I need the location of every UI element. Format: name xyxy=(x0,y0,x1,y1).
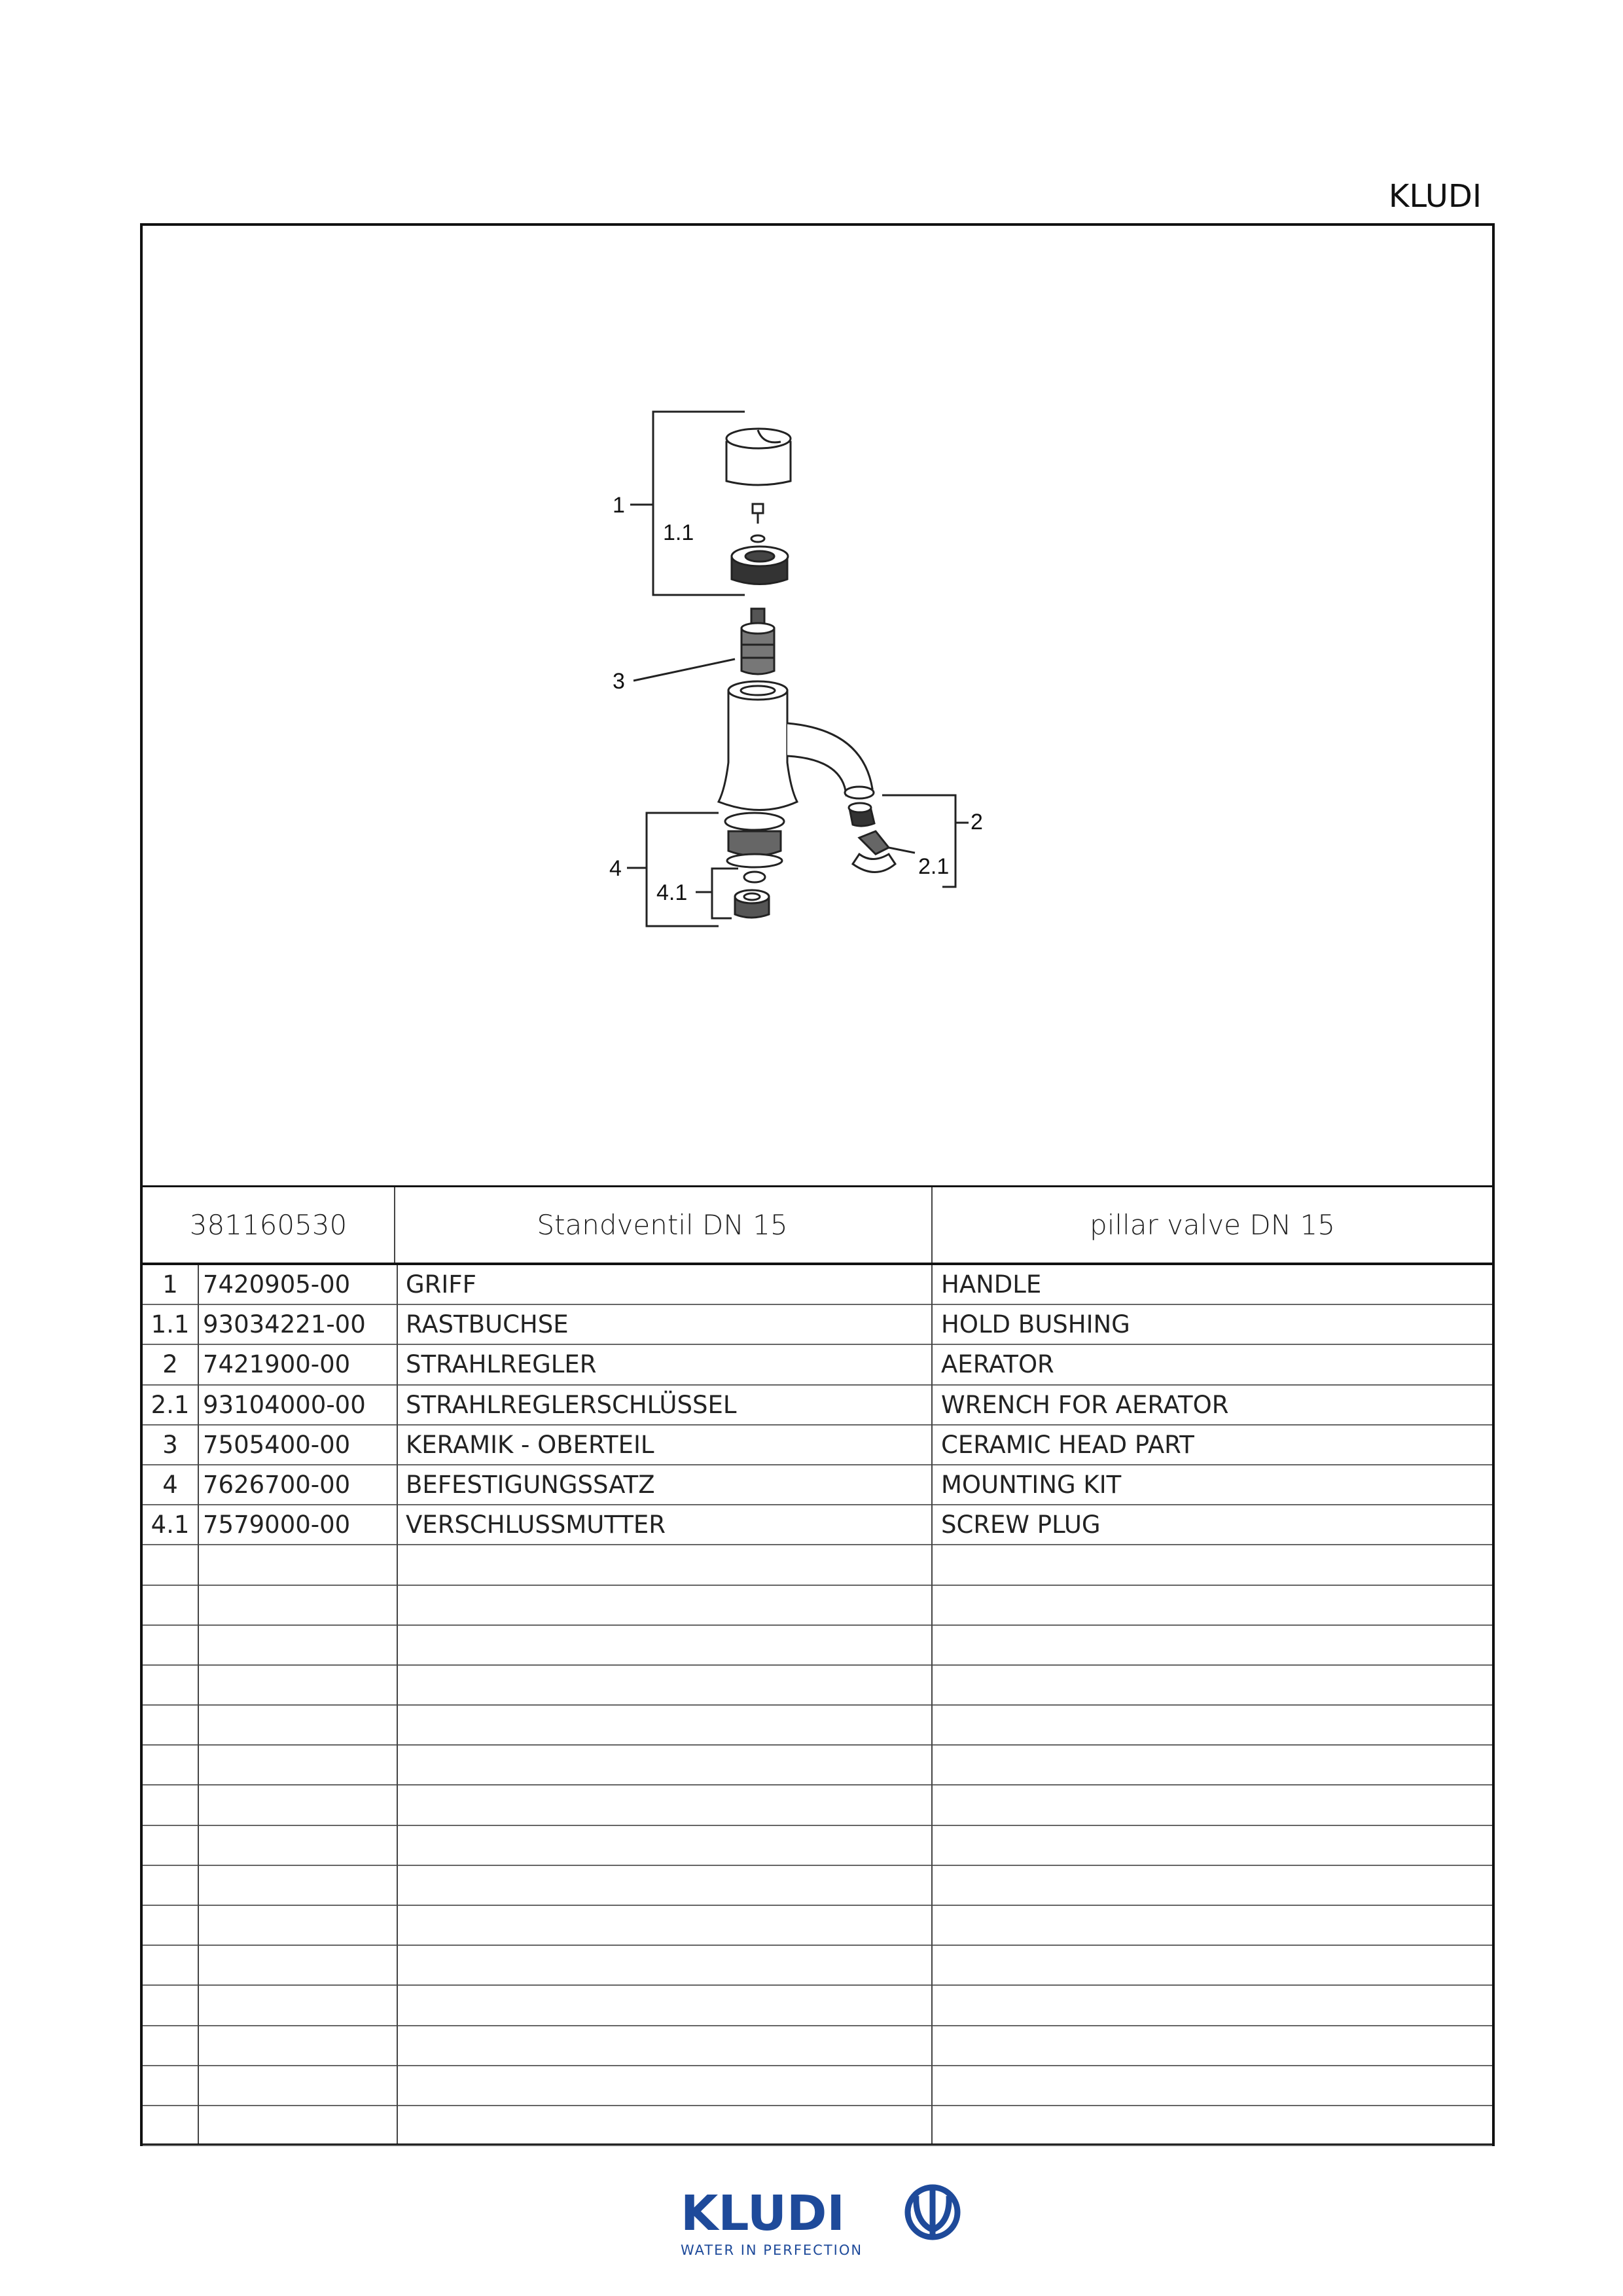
part-name-en xyxy=(941,1706,1484,1744)
part-number: 93104000-00 xyxy=(203,1390,366,1419)
part-name-de xyxy=(406,1586,929,1624)
part-position xyxy=(143,1586,198,1624)
callout-1: 1 xyxy=(613,493,625,518)
part-position xyxy=(143,1946,198,1984)
parts-table-row xyxy=(143,2106,1492,2146)
part-name-en xyxy=(941,1666,1484,1704)
parts-table-row xyxy=(143,1465,1492,1505)
part-position xyxy=(143,2106,198,2145)
parts-table-row xyxy=(143,1706,1492,1746)
callout-4: 4 xyxy=(609,856,622,881)
part-name-de xyxy=(406,1906,929,1945)
parts-table-row xyxy=(143,1265,1492,1305)
brand-name-top: KLUDI xyxy=(1388,178,1482,215)
exploded-view-diagram xyxy=(143,226,1492,1185)
part-position: 3 xyxy=(162,1430,178,1459)
ceramic-head-part xyxy=(741,609,774,674)
part-name-en xyxy=(941,1586,1484,1624)
handle-part xyxy=(726,429,791,485)
part-name-en xyxy=(941,2026,1484,2065)
parts-table-row xyxy=(143,1626,1492,1666)
part-name-de: BEFESTIGUNGSSATZ xyxy=(406,1470,655,1499)
part-number xyxy=(203,2066,393,2105)
parts-table-row xyxy=(143,1785,1492,1825)
part-name-en xyxy=(941,1545,1484,1584)
part-name-en: WRENCH FOR AERATOR xyxy=(941,1390,1229,1419)
valve-body xyxy=(719,681,874,810)
part-number: 93034221-00 xyxy=(203,1310,366,1339)
part-position: 4.1 xyxy=(151,1511,190,1539)
parts-sheet-frame xyxy=(140,223,1495,2146)
part-number xyxy=(203,1826,393,1865)
part-name-en xyxy=(941,1826,1484,1865)
parts-table-row xyxy=(143,1746,1492,1785)
part-name-en xyxy=(941,1746,1484,1784)
part-number xyxy=(203,2026,393,2065)
part-name-en: AERATOR xyxy=(941,1350,1054,1379)
callout-1-1: 1.1 xyxy=(663,520,694,545)
parts-table-row xyxy=(143,1386,1492,1426)
part-name-de xyxy=(406,1986,929,2024)
part-position xyxy=(143,1826,198,1865)
part-position: 2.1 xyxy=(151,1390,190,1419)
callout-4-1: 4.1 xyxy=(656,880,688,905)
mounting-kit-part xyxy=(725,813,784,882)
part-name-de xyxy=(406,1626,929,1664)
part-name-en xyxy=(941,1946,1484,1984)
part-name-en: HOLD BUSHING xyxy=(941,1310,1130,1339)
callout-2: 2 xyxy=(971,810,983,834)
parts-table-row xyxy=(143,1426,1492,1465)
part-position: 2 xyxy=(162,1350,178,1379)
part-name-en: HANDLE xyxy=(941,1270,1042,1299)
wrench-part xyxy=(853,831,895,872)
bracket-4 xyxy=(647,813,719,926)
part-name-en xyxy=(941,1866,1484,1905)
part-number xyxy=(203,1746,393,1784)
part-name-de: RASTBUCHSE xyxy=(406,1310,569,1339)
parts-table-row xyxy=(143,2026,1492,2066)
part-number xyxy=(203,1785,393,1824)
part-position xyxy=(143,1666,198,1704)
part-number xyxy=(203,1586,393,1624)
part-name-de: STRAHLREGLER xyxy=(406,1350,597,1379)
part-name-de: STRAHLREGLERSCHLÜSSEL xyxy=(406,1390,737,1419)
screw-part xyxy=(751,504,764,542)
part-position xyxy=(143,1906,198,1945)
part-name-de xyxy=(406,1706,929,1744)
part-number xyxy=(203,2106,393,2145)
part-position xyxy=(143,1626,198,1664)
article-name-de: Standventil DN 15 xyxy=(537,1209,788,1241)
parts-table-row xyxy=(143,1866,1492,1906)
part-name-en xyxy=(941,1626,1484,1664)
article-number: 381160530 xyxy=(189,1209,348,1241)
part-name-en xyxy=(941,1785,1484,1824)
part-number xyxy=(203,1706,393,1744)
part-position xyxy=(143,2066,198,2105)
part-number: 7579000-00 xyxy=(203,1511,351,1539)
part-position: 1.1 xyxy=(151,1310,190,1339)
part-name-de xyxy=(406,1866,929,1905)
part-position xyxy=(143,2026,198,2065)
part-number xyxy=(203,1666,393,1704)
part-name-en xyxy=(941,1906,1484,1945)
parts-table-row xyxy=(143,1826,1492,1866)
part-number xyxy=(203,1986,393,2024)
part-name-de: GRIFF xyxy=(406,1270,476,1299)
parts-table-row xyxy=(143,2066,1492,2106)
part-number: 7421900-00 xyxy=(203,1350,351,1379)
hold-bushing-part xyxy=(732,547,788,584)
part-number xyxy=(203,1906,393,1945)
article-header-row xyxy=(143,1185,1492,1265)
part-name-de: VERSCHLUSSMUTTER xyxy=(406,1511,666,1539)
part-name-en xyxy=(941,1986,1484,2024)
part-name-de xyxy=(406,2066,929,2105)
part-name-en: SCREW PLUG xyxy=(941,1511,1101,1539)
part-number xyxy=(203,1946,393,1984)
part-name-de xyxy=(406,2026,929,2065)
part-name-de xyxy=(406,1785,929,1824)
part-number xyxy=(203,1866,393,1905)
parts-table-row xyxy=(143,1946,1492,1986)
parts-table-row xyxy=(143,1986,1492,2026)
part-name-de xyxy=(406,1746,929,1784)
parts-table-row xyxy=(143,1345,1492,1385)
part-name-de xyxy=(406,1946,929,1984)
article-name-en: pillar valve DN 15 xyxy=(1090,1209,1335,1241)
part-name-de: KERAMIK - OBERTEIL xyxy=(406,1430,654,1459)
part-position xyxy=(143,1746,198,1784)
part-name-de xyxy=(406,2106,929,2145)
screw-plug-part xyxy=(735,890,769,918)
part-position xyxy=(143,1545,198,1584)
part-name-de xyxy=(406,1826,929,1865)
part-position xyxy=(143,1986,198,2024)
part-position: 1 xyxy=(162,1270,178,1299)
logo-emblem-icon xyxy=(908,2187,957,2237)
part-position xyxy=(143,1785,198,1824)
parts-table-row xyxy=(143,1906,1492,1946)
parts-table-row xyxy=(143,1666,1492,1706)
parts-table-row xyxy=(143,1545,1492,1585)
part-number: 7626700-00 xyxy=(203,1470,351,1499)
part-number: 7505400-00 xyxy=(203,1430,351,1459)
part-number xyxy=(203,1626,393,1664)
part-position: 4 xyxy=(162,1470,178,1499)
parts-table xyxy=(143,1265,1492,2146)
aerator-part xyxy=(849,803,874,826)
part-position xyxy=(143,1866,198,1905)
part-name-de xyxy=(406,1545,929,1584)
part-name-en: CERAMIC HEAD PART xyxy=(941,1430,1194,1459)
parts-table-row xyxy=(143,1586,1492,1626)
part-number: 7420905-00 xyxy=(203,1270,351,1299)
parts-table-row xyxy=(143,1505,1492,1545)
part-position xyxy=(143,1706,198,1744)
part-name-de xyxy=(406,1666,929,1704)
part-name-en xyxy=(941,2066,1484,2105)
logo-wordmark: KLUDI xyxy=(681,2185,845,2242)
callout-3: 3 xyxy=(613,669,625,694)
logo-tagline: WATER IN PERFECTION xyxy=(681,2242,863,2258)
part-number xyxy=(203,1545,393,1584)
kludi-logo xyxy=(681,2183,962,2261)
callout-2-1: 2.1 xyxy=(918,854,950,879)
part-name-en xyxy=(941,2106,1484,2145)
parts-table-row xyxy=(143,1305,1492,1345)
part-name-en: MOUNTING KIT xyxy=(941,1470,1122,1499)
